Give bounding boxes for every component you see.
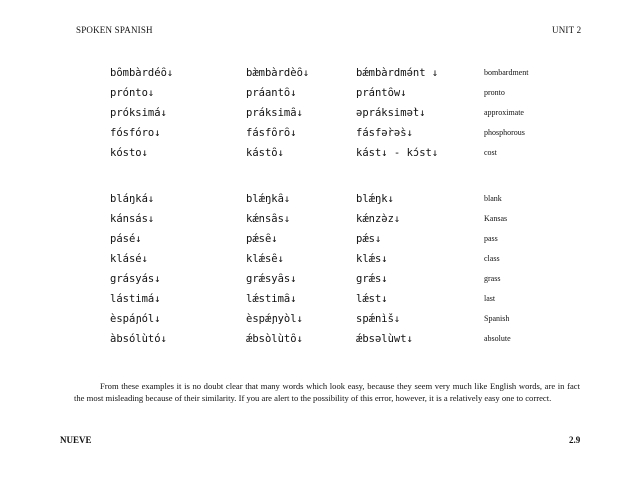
- english-influenced-form: práksimȃ↓: [246, 107, 303, 119]
- english-form: pǽs↓: [356, 233, 382, 245]
- spanish-form: èspáɲól↓: [110, 313, 161, 325]
- english-influenced-form: blǽŋkȃ↓: [246, 193, 291, 205]
- english-form: fásfǝ̀rǝ̀s↓: [356, 127, 413, 139]
- english-form: əpráksimǝ̀t↓: [356, 107, 426, 119]
- english-influenced-form: lǽstimȃ↓: [246, 293, 297, 305]
- spanish-form: lástimá↓: [110, 293, 161, 305]
- gloss: cost: [484, 148, 497, 157]
- page-number: 2.9: [569, 435, 581, 445]
- unit-label: UNIT 2: [552, 25, 582, 35]
- spanish-form: bláŋká↓: [110, 193, 155, 205]
- spanish-form: prónto↓: [110, 87, 155, 99]
- spanish-form: klásé↓: [110, 253, 148, 265]
- spanish-form: àbsólùtó↓: [110, 333, 167, 345]
- gloss: blank: [484, 194, 502, 203]
- spanish-form: próksimá↓: [110, 107, 167, 119]
- spanish-form: bȏmbàrdéȏ↓: [110, 67, 174, 79]
- spanish-form: kósto↓: [110, 147, 148, 159]
- english-influenced-form: bæ̀mbàrdèȏ↓: [246, 67, 310, 79]
- english-form: bǽmbàrdmə́nt ↓: [356, 67, 439, 79]
- running-head: SPOKEN SPANISH: [76, 25, 153, 35]
- spanish-form: pásé↓: [110, 233, 142, 245]
- english-influenced-form: fásfȏrȏ↓: [246, 127, 297, 139]
- english-influenced-form: kǽnsȃs↓: [246, 213, 291, 225]
- english-form: kǽnzə̀z↓: [356, 213, 401, 225]
- gloss: phosphorous: [484, 128, 525, 137]
- gloss: last: [484, 294, 496, 303]
- english-form: grǽs↓: [356, 273, 388, 285]
- spanish-form: grásyás↓: [110, 273, 161, 285]
- english-form: klǽs↓: [356, 253, 388, 265]
- gloss: Spanish: [484, 314, 510, 323]
- gloss: bombardment: [484, 68, 529, 77]
- english-form: spǽnìš↓: [356, 313, 401, 325]
- gloss: class: [484, 254, 500, 263]
- gloss: grass: [484, 274, 501, 283]
- english-influenced-form: klǽsȇ↓: [246, 253, 284, 265]
- spanish-form: kánsás↓: [110, 213, 155, 225]
- english-form: ǽbsəlùwt↓: [356, 333, 413, 345]
- gloss: pass: [484, 234, 498, 243]
- gloss: absolute: [484, 334, 511, 343]
- gloss: Kansas: [484, 214, 508, 223]
- page-word: NUEVE: [60, 435, 92, 445]
- spanish-form: fósfóro↓: [110, 127, 161, 139]
- explanatory-paragraph: From these examples it is no doubt clear that many words which look easy, because they seem very much like English words, are in fact the most misleading because of their similarity. If you are alert to the possibility of this error, however, it is a relatively easy one to correct.: [74, 380, 580, 404]
- gloss: approximate: [484, 108, 524, 117]
- english-influenced-form: grǽsyȃs↓: [246, 273, 297, 285]
- english-form: prántȏw↓: [356, 87, 407, 99]
- english-influenced-form: pǽsȇ↓: [246, 233, 278, 245]
- english-influenced-form: práantȏ↓: [246, 87, 297, 99]
- english-influenced-form: ǽbsòlùtȏ↓: [246, 333, 303, 345]
- english-influenced-form: kástȏ↓: [246, 147, 284, 159]
- english-form: kást↓ - kɔ́st↓: [356, 147, 439, 159]
- english-influenced-form: èspǽɲyòl↓: [246, 313, 303, 325]
- english-form: blǽŋk↓: [356, 193, 394, 205]
- english-form: lǽst↓: [356, 293, 388, 305]
- gloss: pronto: [484, 88, 505, 97]
